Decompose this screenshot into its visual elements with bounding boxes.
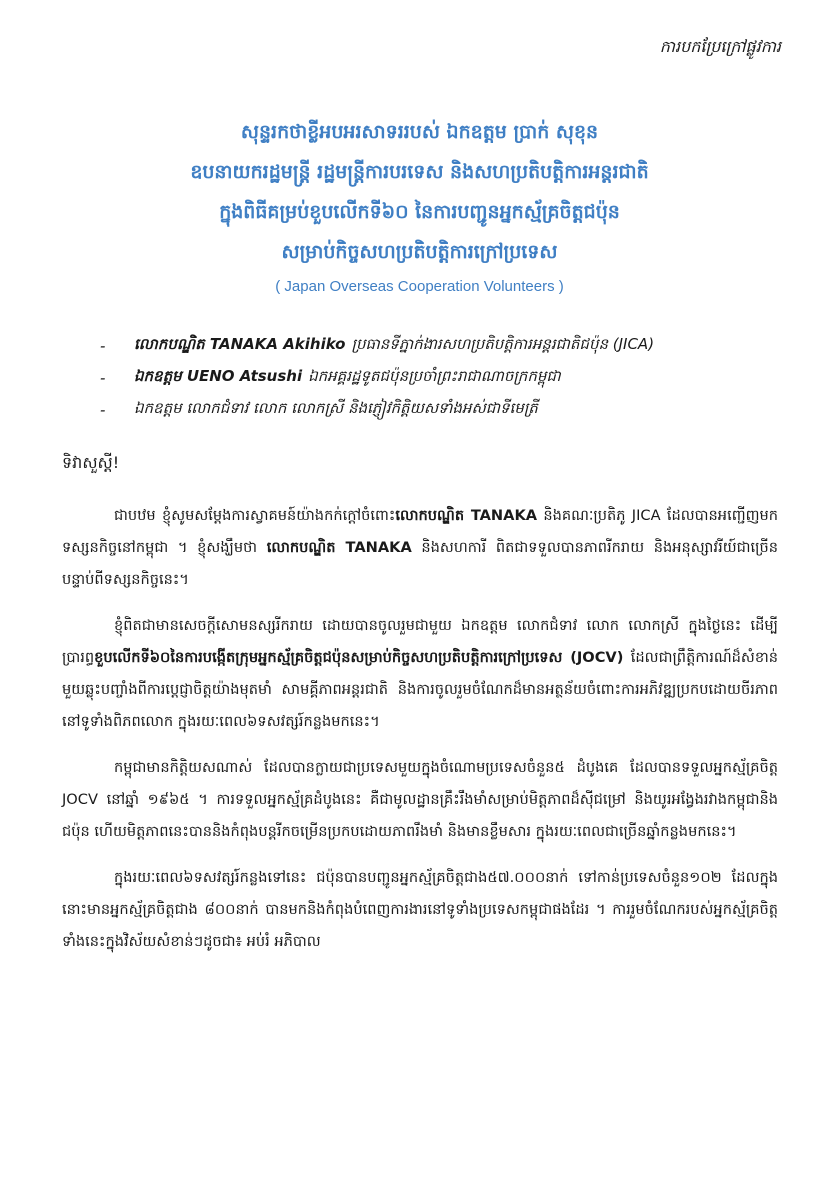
text-run-bold: លោកបណ្ឌិត TANAKA [266, 539, 412, 556]
text-run-bold: លោកបណ្ឌិត TANAKA [395, 507, 538, 524]
list-dash: - [100, 369, 106, 387]
title-line-4: សម្រាប់កិច្ចសហប្រតិបត្តិការក្រៅប្រទេស [281, 241, 558, 263]
title-line-1: សុន្ទរកថាខ្លីអបអរសាទររបស់ ឯកឧត្តម ប្រាក់ សុខុន [240, 121, 599, 143]
addressee-item [100, 330, 800, 362]
text-run: និងសហការី ពិតជាទទួលបានភាពរីករាយ និងអនុស្សាវរីយ៍ជាច្រើនបន្ទាប់ពីទស្សនកិច្ចនេះ។ [62, 539, 778, 588]
title-line-2: ឧបនាយករដ្ឋមន្ត្រី រដ្ឋមន្ត្រីការបរទេស និងសហប្រតិបត្តិការអន្តរជាតិ [190, 161, 649, 183]
greeting: ទិវាសួស្តី! [62, 453, 120, 472]
addressee-title: ឯកអគ្គរដ្ឋទូតជប៉ុនប្រចាំព្រះរាជាណាចក្រកម្ពុជា [308, 367, 561, 385]
text-run-bold: ខួបលើកទី៦០នៃការបង្កើតក្រុមអ្នកស្ម័គ្រចិត្តជប៉ុនសម្រាប់កិច្ចសហប្រតិបត្តិការក្រៅប្រទេស (JOCV) [94, 649, 624, 666]
title-line-3: ក្នុងពិធីគម្រប់ខួបលើកទី៦០ នៃការបញ្ជូនអ្នកស្ម័គ្រចិត្តជប៉ុន [219, 201, 620, 223]
addressee-name: លោកបណ្ឌិត TANAKA Akihiko [134, 335, 346, 353]
text-run: ខ្ញុំពិតជាមានសេចក្តីសោមនស្សរីករាយ ដោយបានចូលរួមជាមួយ ឯកឧត្តម លោកជំទាវ លោក លោកស្រី ក្នុងថ្ងៃនេះ ដើម្បីប្រារព្ធ [62, 617, 778, 666]
paragraph-1 [62, 500, 778, 596]
text-run: ដែលជាព្រឹត្តិការណ៍ដ៏សំខាន់មួយឆ្លុះបញ្ចាំងពីការប្តេជ្ញាចិត្តយ៉ាងមុតមាំ សាមគ្គីភាពអន្តរជាតិ និងការចូលរួមចំណែកដ៏មានអត្ថន័យចំពោះការអភិវឌ្ឍប្រកបដោយចីរភាពនៅទូទាំងពិភពលោក ក្នុងរយៈពេល៦ទសវត្សរ៍កន្លងមកនេះ។ [62, 649, 778, 730]
title-subtitle: ( Japan Overseas Cooperation Volunteers ) [275, 278, 564, 295]
addressee-title: ប្រធានទីភ្នាក់ងារសហប្រតិបត្តិការអន្តរជាតិជប៉ុន (JICA) [351, 335, 655, 353]
speech-body [62, 500, 778, 972]
list-dash: - [100, 337, 106, 355]
paragraph-2 [62, 610, 778, 738]
addressee-item [100, 394, 800, 426]
addressee-name: ឯកឧត្តម UENO Atsushi [134, 367, 303, 385]
speech-title [60, 112, 779, 302]
addressee-title: ឯកឧត្តម លោកជំទាវ លោក លោកស្រី និងភ្ញៀវកិត្តិយសទាំងអស់ជាទីមេត្រី [134, 399, 538, 417]
text-run: ជាបឋម ខ្ញុំសូមសម្តែងការស្វាគមន៍យ៉ាងកក់ក្តៅចំពោះ [114, 507, 396, 524]
addressee-list [100, 330, 800, 426]
unofficial-translation-note: ការបកប្រែក្រៅផ្លូវការ [659, 37, 781, 56]
text-run: និងគណៈប្រតិភូ JICA ដែលបានអញ្ជើញមកទស្សនកិច្ចនៅកម្ពុជា ។ ខ្ញុំសង្ឃឹមថា [62, 507, 779, 556]
paragraph-4: ក្នុងរយៈពេល៦ទសវត្សរ៍កន្លងទៅនេះ ជប៉ុនបានបញ្ជូនអ្នកស្ម័គ្រចិត្តជាង៥៧.០០០នាក់ ទៅកាន់ប្រទេសចំនួន១០២ ដែលក្នុងនោះមានអ្នកស្ម័គ្រចិត្តជាង ៨០០នាក់ បានមកនិងកំពុងបំពេញការងារនៅទូទាំងប្រទេសកម្ពុជាផងដែរ ។ ការរួមចំណែករបស់អ្នកស្ម័គ្រចិត្តទាំងនេះក្នុងវិស័យសំខាន់ៗដូចជា៖ អប់រំ អភិបាល [62, 869, 778, 950]
addressee-item [100, 362, 800, 394]
paragraph-3: កម្ពុជាមានកិត្តិយសណាស់ ដែលបានក្លាយជាប្រទេសមួយក្នុងចំណោមប្រទេសចំនួន៥ ដំបូងគេ ដែលបានទទួលអ្នកស្ម័គ្រចិត្ត JOCV នៅឆ្នាំ ១៩៦៥ ។ ការទទួលអ្នកស្ម័គ្រដំបូងនេះ គឺជាមូលដ្ឋានគ្រឹះរឹងមាំសម្រាប់មិត្តភាពដ៏ស៊ីជម្រៅ និងយូរអង្វែងរវាងកម្ពុជានិងជប៉ុន ហើយមិត្តភាពនេះបាននិងកំពុងបន្តរីកចម្រើនប្រកបដោយភាពរឹងមាំ និងមានខ្លឹមសារ ក្នុងរយៈពេលជាច្រើនឆ្នាំកន្លងមកនេះ។ [62, 759, 778, 840]
list-dash: - [100, 401, 106, 419]
